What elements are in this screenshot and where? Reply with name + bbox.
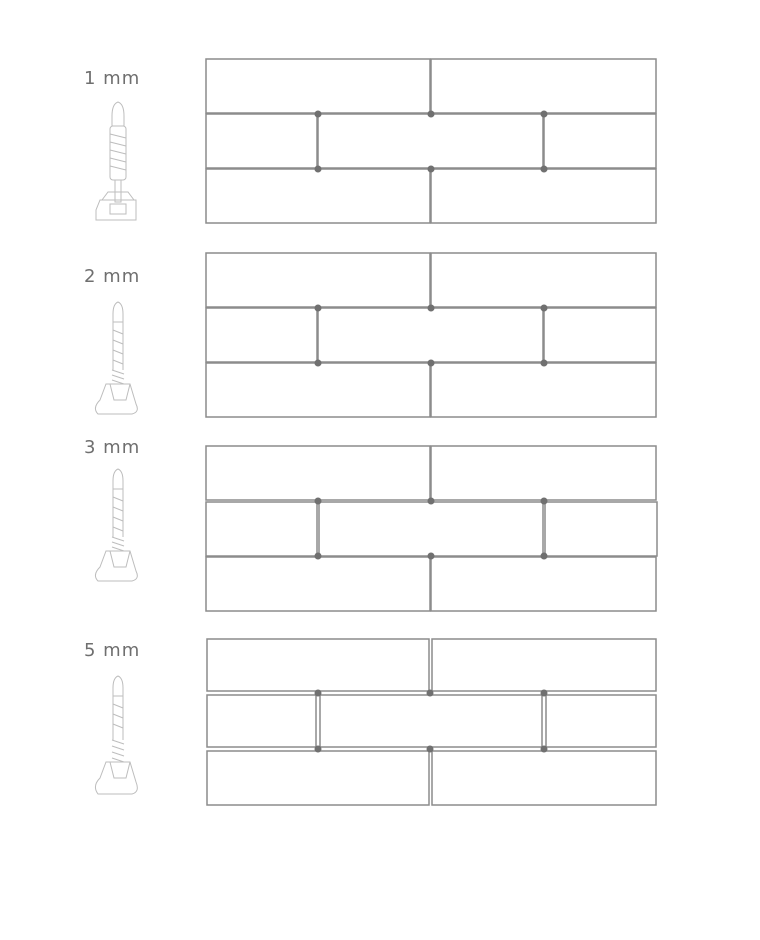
joint-dot (315, 690, 322, 697)
tile (207, 639, 429, 691)
joint-dot (315, 166, 322, 173)
tile-leveling-clip-icon (88, 96, 148, 236)
tile-leveling-clip-icon (88, 300, 148, 430)
joint-dot (541, 746, 548, 753)
spacing-label: 1 mm (84, 68, 141, 89)
joint-dot (541, 305, 548, 312)
tile (545, 502, 657, 556)
joint-dot (541, 498, 548, 505)
tile (207, 695, 316, 747)
joint-dot (427, 746, 434, 753)
tile-layout-panel (200, 58, 670, 228)
tile (206, 59, 430, 113)
joint-dot (315, 498, 322, 505)
tile (320, 695, 542, 747)
tile (432, 639, 656, 691)
tile (206, 308, 317, 362)
tile (544, 308, 656, 362)
spacing-section-3mm (0, 437, 760, 615)
joint-dot (315, 111, 322, 118)
tile (206, 169, 430, 223)
tile (544, 114, 656, 168)
tile-layout-panel (200, 445, 670, 615)
tile (318, 114, 543, 168)
spacing-label: 3 mm (84, 437, 141, 458)
joint-dot (428, 166, 435, 173)
tile (206, 557, 430, 611)
joint-dot (315, 305, 322, 312)
joint-dot (541, 111, 548, 118)
tile (431, 59, 656, 113)
joint-dot (315, 746, 322, 753)
joint-dot (428, 553, 435, 560)
joint-dot (541, 553, 548, 560)
tile (206, 253, 430, 307)
joint-dot (315, 360, 322, 367)
tile (432, 751, 656, 805)
tile (431, 446, 656, 500)
tile (206, 114, 317, 168)
tile (546, 695, 656, 747)
tile-leveling-clip-icon (88, 674, 148, 809)
spacing-section-5mm (0, 638, 760, 813)
tile (431, 557, 656, 611)
tile (207, 751, 429, 805)
tile-leveling-clip-icon (88, 467, 148, 597)
joint-dot (428, 305, 435, 312)
joint-dot (315, 553, 322, 560)
tile (206, 502, 317, 556)
tile (431, 253, 656, 307)
tile (431, 169, 656, 223)
spacing-section-1mm (0, 58, 760, 228)
joint-dot (428, 360, 435, 367)
tile (319, 502, 543, 556)
joint-dot (428, 498, 435, 505)
tile (206, 446, 430, 500)
tile-layout-panel (200, 638, 670, 813)
joint-dot (541, 690, 548, 697)
tile (431, 363, 656, 417)
tile (206, 363, 430, 417)
joint-dot (541, 360, 548, 367)
spacing-section-2mm (0, 252, 760, 422)
tile (318, 308, 543, 362)
joint-dot (541, 166, 548, 173)
tile-layout-panel (200, 252, 670, 422)
joint-dot (427, 690, 434, 697)
spacing-label: 2 mm (84, 266, 141, 287)
joint-dot (428, 111, 435, 118)
spacing-label: 5 mm (84, 640, 141, 661)
